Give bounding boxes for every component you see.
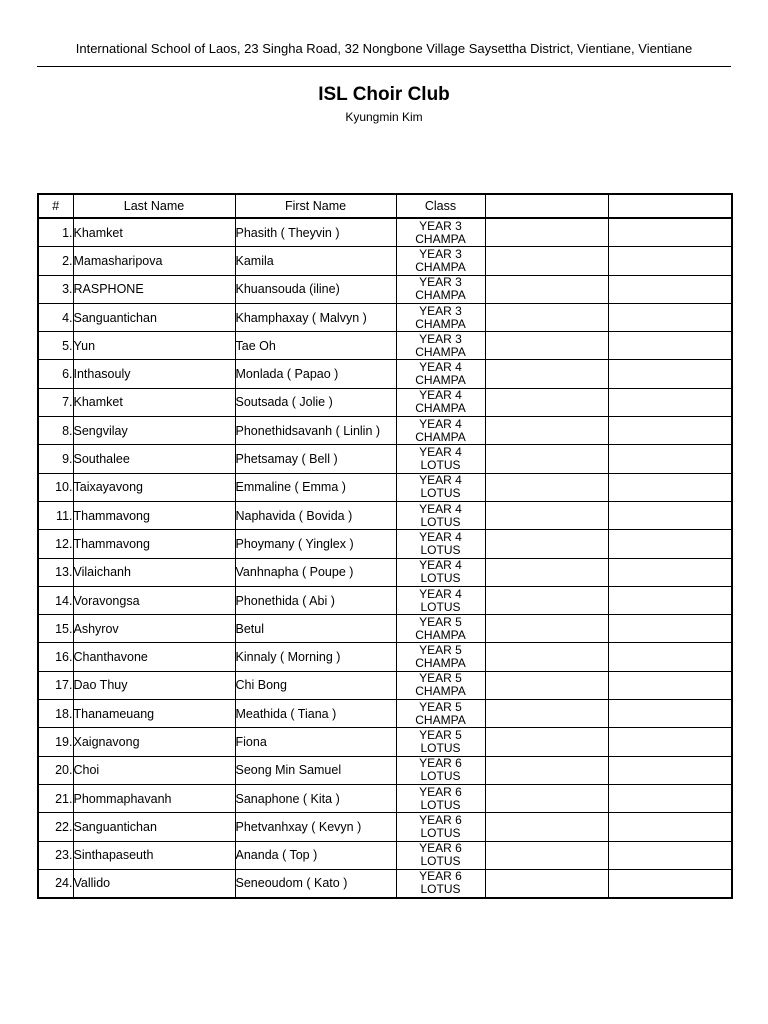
class-year: YEAR 4 <box>419 586 462 601</box>
table-row <box>38 445 732 473</box>
table-row <box>38 388 732 416</box>
last-name-cell: Choi <box>73 756 235 784</box>
class-house: CHAMPA <box>415 344 466 359</box>
class-cell <box>396 841 485 869</box>
blank-cell <box>608 671 732 699</box>
blank-cell <box>485 417 608 445</box>
table-row <box>38 841 732 869</box>
last-name-cell: Ashyrov <box>73 615 235 643</box>
table-row <box>38 728 732 756</box>
class-year: YEAR 6 <box>419 841 462 856</box>
column-header-number: # <box>38 194 73 218</box>
table-row <box>38 218 732 247</box>
class-cell <box>396 501 485 529</box>
first-name-cell: Monlada ( Papao ) <box>235 360 396 388</box>
class-year: YEAR 3 <box>419 331 462 346</box>
blank-cell <box>485 615 608 643</box>
class-cell <box>396 784 485 812</box>
page-subtitle: Kyungmin Kim <box>345 110 423 124</box>
last-name-cell: Southalee <box>73 445 235 473</box>
roster-table <box>37 193 733 899</box>
blank-cell <box>608 558 732 586</box>
row-number: 18. <box>38 700 73 728</box>
table-row <box>38 784 732 812</box>
blank-cell <box>608 728 732 756</box>
class-year: YEAR 4 <box>419 416 462 431</box>
column-header-first-name: First Name <box>235 194 396 218</box>
first-name-cell: Seong Min Samuel <box>235 756 396 784</box>
class-house: CHAMPA <box>415 316 466 331</box>
class-year: YEAR 3 <box>419 218 462 233</box>
blank-cell <box>608 360 732 388</box>
table-row <box>38 530 732 558</box>
class-house: LOTUS <box>420 458 461 473</box>
table-row <box>38 473 732 501</box>
class-cell <box>396 728 485 756</box>
class-cell <box>396 360 485 388</box>
last-name-cell: Voravongsa <box>73 586 235 614</box>
table-row <box>38 671 732 699</box>
row-number: 12. <box>38 530 73 558</box>
row-number: 1. <box>38 218 73 247</box>
table-row <box>38 813 732 841</box>
first-name-cell: Phoymany ( Yinglex ) <box>235 530 396 558</box>
blank-cell <box>608 869 732 898</box>
first-name-cell: Meathida ( Tiana ) <box>235 700 396 728</box>
class-cell <box>396 813 485 841</box>
class-cell <box>396 218 485 247</box>
table-row <box>38 756 732 784</box>
first-name-cell: Soutsada ( Jolie ) <box>235 388 396 416</box>
blank-cell <box>608 332 732 360</box>
class-cell <box>396 332 485 360</box>
row-number: 16. <box>38 643 73 671</box>
class-house: LOTUS <box>420 514 461 529</box>
class-house: LOTUS <box>420 825 461 840</box>
class-cell <box>396 473 485 501</box>
first-name-cell: Naphavida ( Bovida ) <box>235 501 396 529</box>
first-name-cell: Sanaphone ( Kita ) <box>235 784 396 812</box>
row-number: 6. <box>38 360 73 388</box>
blank-cell <box>608 303 732 331</box>
first-name-cell: Phetvanhxay ( Kevyn ) <box>235 813 396 841</box>
blank-cell <box>485 700 608 728</box>
row-number: 15. <box>38 615 73 643</box>
class-year: YEAR 5 <box>419 699 462 714</box>
first-name-cell: Tae Oh <box>235 332 396 360</box>
blank-cell <box>485 841 608 869</box>
class-cell <box>396 671 485 699</box>
table-row <box>38 417 732 445</box>
first-name-cell: Seneoudom ( Kato ) <box>235 869 396 898</box>
last-name-cell: Mamasharipova <box>73 247 235 275</box>
class-year: YEAR 6 <box>419 812 462 827</box>
class-year: YEAR 3 <box>419 303 462 318</box>
blank-cell <box>485 332 608 360</box>
first-name-cell: Phetsamay ( Bell ) <box>235 445 396 473</box>
table-row <box>38 275 732 303</box>
class-cell <box>396 869 485 898</box>
table-row <box>38 332 732 360</box>
first-name-cell: Ananda ( Top ) <box>235 841 396 869</box>
class-year: YEAR 4 <box>419 360 462 375</box>
last-name-cell: Inthasouly <box>73 360 235 388</box>
blank-cell <box>485 784 608 812</box>
blank-cell <box>608 813 732 841</box>
table-row <box>38 869 732 898</box>
class-cell <box>396 303 485 331</box>
table-row <box>38 643 732 671</box>
class-year: YEAR 4 <box>419 529 462 544</box>
last-name-cell: Sanguantichan <box>73 303 235 331</box>
blank-cell <box>485 473 608 501</box>
blank-cell <box>485 275 608 303</box>
row-number: 10. <box>38 473 73 501</box>
first-name-cell: Phonethida ( Abi ) <box>235 586 396 614</box>
row-number: 19. <box>38 728 73 756</box>
table-row <box>38 303 732 331</box>
class-cell <box>396 530 485 558</box>
blank-cell <box>485 813 608 841</box>
class-house: CHAMPA <box>415 656 466 671</box>
blank-cell <box>485 671 608 699</box>
last-name-cell: Vallido <box>73 869 235 898</box>
class-cell <box>396 700 485 728</box>
blank-cell <box>608 501 732 529</box>
row-number: 14. <box>38 586 73 614</box>
class-year: YEAR 3 <box>419 246 462 261</box>
row-number: 21. <box>38 784 73 812</box>
last-name-cell: Phommaphavanh <box>73 784 235 812</box>
row-number: 4. <box>38 303 73 331</box>
row-number: 2. <box>38 247 73 275</box>
last-name-cell: Vilaichanh <box>73 558 235 586</box>
class-cell <box>396 558 485 586</box>
header-divider <box>37 66 731 67</box>
class-house: LOTUS <box>420 486 461 501</box>
blank-cell <box>485 247 608 275</box>
class-house: LOTUS <box>420 769 461 784</box>
class-house: LOTUS <box>420 599 461 614</box>
last-name-cell: RASPHONE <box>73 275 235 303</box>
last-name-cell: Sengvilay <box>73 417 235 445</box>
class-house: CHAMPA <box>415 373 466 388</box>
blank-cell <box>608 784 732 812</box>
blank-cell <box>608 530 732 558</box>
class-cell <box>396 445 485 473</box>
class-house: CHAMPA <box>415 684 466 699</box>
class-house: LOTUS <box>420 740 461 755</box>
class-house: CHAMPA <box>415 627 466 642</box>
blank-cell <box>608 586 732 614</box>
class-year: YEAR 6 <box>419 756 462 771</box>
first-name-cell: Kamila <box>235 247 396 275</box>
first-name-cell: Chi Bong <box>235 671 396 699</box>
blank-cell <box>485 756 608 784</box>
class-year: YEAR 4 <box>419 558 462 573</box>
row-number: 8. <box>38 417 73 445</box>
blank-cell <box>485 643 608 671</box>
class-year: YEAR 5 <box>419 671 462 686</box>
blank-cell <box>485 586 608 614</box>
table-row <box>38 586 732 614</box>
first-name-cell: Betul <box>235 615 396 643</box>
row-number: 3. <box>38 275 73 303</box>
table-row <box>38 558 732 586</box>
class-house: CHAMPA <box>415 712 466 727</box>
roster-body <box>38 218 732 898</box>
blank-cell <box>608 700 732 728</box>
column-header-class: Class <box>396 194 485 218</box>
class-house: LOTUS <box>420 882 461 897</box>
row-number: 17. <box>38 671 73 699</box>
first-name-cell: Khamphaxay ( Malvyn ) <box>235 303 396 331</box>
blank-cell <box>485 501 608 529</box>
row-number: 11. <box>38 501 73 529</box>
first-name-cell: Emmaline ( Emma ) <box>235 473 396 501</box>
class-year: YEAR 5 <box>419 727 462 742</box>
class-year: YEAR 4 <box>419 388 462 403</box>
class-cell <box>396 247 485 275</box>
class-house: LOTUS <box>420 797 461 812</box>
blank-cell <box>608 388 732 416</box>
last-name-cell: Sinthapaseuth <box>73 841 235 869</box>
blank-cell <box>485 218 608 247</box>
blank-cell <box>608 615 732 643</box>
table-row <box>38 360 732 388</box>
blank-cell <box>485 360 608 388</box>
class-cell <box>396 388 485 416</box>
row-number: 9. <box>38 445 73 473</box>
last-name-cell: Thammavong <box>73 501 235 529</box>
class-cell <box>396 756 485 784</box>
first-name-cell: Phonethidsavanh ( Linlin ) <box>235 417 396 445</box>
row-number: 7. <box>38 388 73 416</box>
last-name-cell: Xaignavong <box>73 728 235 756</box>
last-name-cell: Khamket <box>73 388 235 416</box>
column-header-blank-1 <box>485 194 608 218</box>
class-year: YEAR 6 <box>419 784 462 799</box>
blank-cell <box>485 728 608 756</box>
blank-cell <box>608 275 732 303</box>
row-number: 13. <box>38 558 73 586</box>
blank-cell <box>485 388 608 416</box>
table-row <box>38 615 732 643</box>
last-name-cell: Thammavong <box>73 530 235 558</box>
last-name-cell: Yun <box>73 332 235 360</box>
class-year: YEAR 5 <box>419 614 462 629</box>
class-year: YEAR 6 <box>419 869 462 884</box>
last-name-cell: Dao Thuy <box>73 671 235 699</box>
blank-cell <box>608 756 732 784</box>
first-name-cell: Phasith ( Theyvin ) <box>235 218 396 247</box>
class-year: YEAR 4 <box>419 501 462 516</box>
last-name-cell: Khamket <box>73 218 235 247</box>
class-house: CHAMPA <box>415 288 466 303</box>
class-cell <box>396 586 485 614</box>
last-name-cell: Taixayavong <box>73 473 235 501</box>
blank-cell <box>608 643 732 671</box>
blank-cell <box>608 445 732 473</box>
last-name-cell: Chanthavone <box>73 643 235 671</box>
row-number: 24. <box>38 869 73 898</box>
class-house: CHAMPA <box>415 259 466 274</box>
class-house: CHAMPA <box>415 401 466 416</box>
class-house: LOTUS <box>420 571 461 586</box>
class-year: YEAR 4 <box>419 445 462 460</box>
blank-cell <box>608 417 732 445</box>
last-name-cell: Thanameuang <box>73 700 235 728</box>
blank-cell <box>485 869 608 898</box>
row-number: 20. <box>38 756 73 784</box>
class-cell <box>396 275 485 303</box>
table-header-row <box>38 194 732 218</box>
blank-cell <box>608 841 732 869</box>
row-number: 5. <box>38 332 73 360</box>
blank-cell <box>608 218 732 247</box>
class-cell <box>396 417 485 445</box>
class-year: YEAR 3 <box>419 275 462 290</box>
class-house: LOTUS <box>420 542 461 557</box>
blank-cell <box>485 303 608 331</box>
last-name-cell: Sanguantichan <box>73 813 235 841</box>
table-row <box>38 700 732 728</box>
first-name-cell: Vanhnapha ( Poupe ) <box>235 558 396 586</box>
first-name-cell: Fiona <box>235 728 396 756</box>
class-year: YEAR 5 <box>419 643 462 658</box>
blank-cell <box>485 530 608 558</box>
class-cell <box>396 643 485 671</box>
class-house: CHAMPA <box>415 231 466 246</box>
school-address: International School of Laos, 23 Singha Road, 32 Nongbone Village Saysettha District, Vientiane, Vientiane <box>75 41 693 56</box>
blank-cell <box>608 247 732 275</box>
class-house: CHAMPA <box>415 429 466 444</box>
table-row <box>38 501 732 529</box>
class-cell <box>396 615 485 643</box>
blank-cell <box>608 473 732 501</box>
column-header-last-name: Last Name <box>73 194 235 218</box>
table-row <box>38 247 732 275</box>
first-name-cell: Khuansouda (iline) <box>235 275 396 303</box>
page-title: ISL Choir Club <box>318 84 450 105</box>
first-name-cell: Kinnaly ( Morning ) <box>235 643 396 671</box>
blank-cell <box>485 445 608 473</box>
row-number: 22. <box>38 813 73 841</box>
column-header-blank-2 <box>608 194 732 218</box>
class-year: YEAR 4 <box>419 473 462 488</box>
class-house: LOTUS <box>420 854 461 869</box>
row-number: 23. <box>38 841 73 869</box>
blank-cell <box>485 558 608 586</box>
